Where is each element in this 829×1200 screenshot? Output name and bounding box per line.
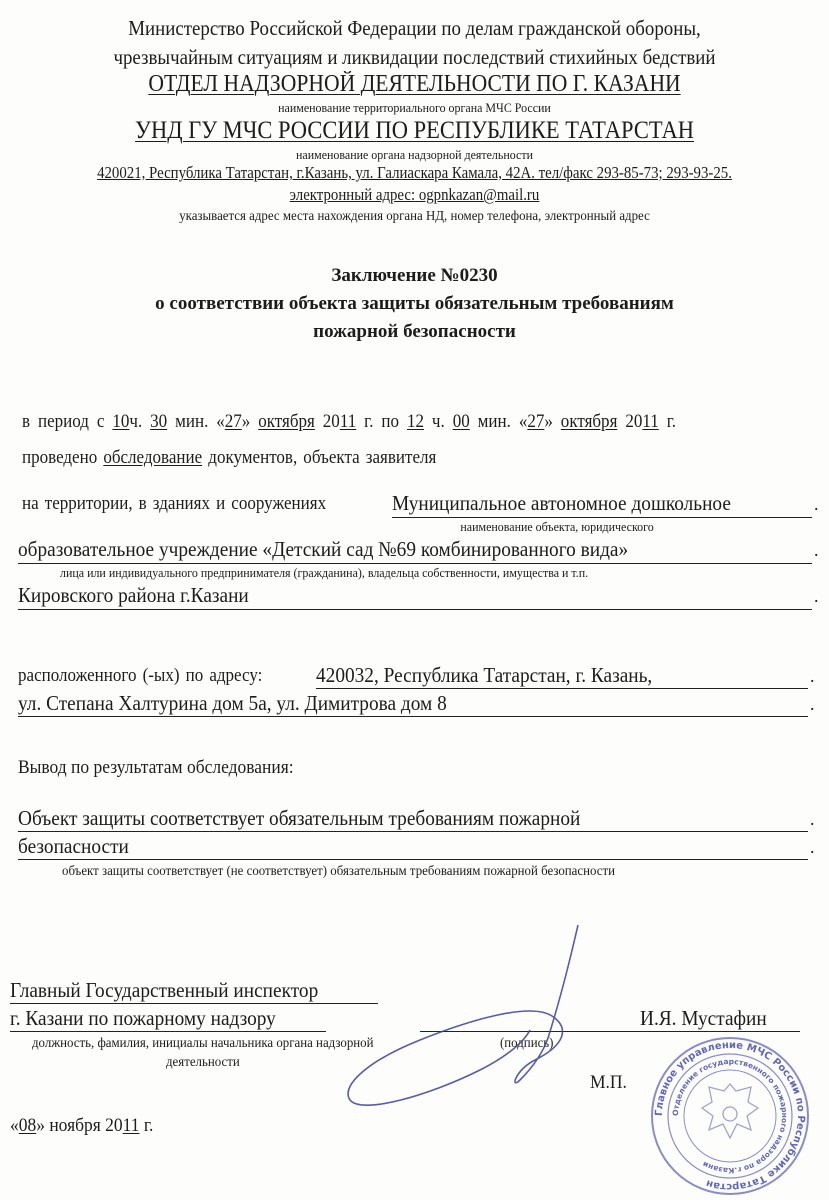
- inspection-suffix: документов, объекта заявителя: [208, 448, 437, 468]
- address-caption: указывается адрес места нахождения органа НД, номер телефона, электронный адрес: [179, 209, 650, 224]
- official-stamp: [650, 1036, 810, 1196]
- inspection-period: в период с 10ч. 30 мин. «27» октября 2011 г. по 12 ч. 00 мин. «27» октября 2011 г.: [22, 412, 677, 432]
- object-prefix: на территории, в зданиях и сооружениях: [22, 494, 327, 514]
- document-subtitle-1: о соответствии объекта защиты обязательным требованиям: [155, 293, 674, 314]
- fill-line: [392, 517, 812, 518]
- seal-label: М.П.: [590, 1072, 627, 1093]
- authority-name: УНД ГУ МЧС РОССИИ ПО РЕСПУБЛИКЕ ТАТАРСТАН: [135, 117, 694, 144]
- date-day: 08: [18, 1115, 37, 1136]
- line-end-dot: .: [810, 809, 815, 829]
- document-subtitle-2: пожарной безопасности: [313, 321, 516, 342]
- year-label: г.: [666, 412, 677, 432]
- object-name-line-3: Кировского района г.Казани: [18, 583, 249, 607]
- email-label: электронный адрес:: [289, 185, 416, 204]
- location-prefix: расположенного (-ых) по адресу:: [18, 666, 263, 686]
- year-label: г.: [364, 412, 374, 432]
- fill-line: [18, 563, 812, 564]
- fill-line: [18, 609, 812, 610]
- from-minute: 30: [150, 412, 168, 432]
- signature-date: «08» ноября 2011 г.: [10, 1115, 154, 1136]
- line-end-dot: .: [810, 694, 815, 714]
- location-line-1: 420032, Республика Татарстан, г. Казань,: [316, 663, 653, 687]
- line-end-dot: .: [810, 666, 815, 686]
- object-name-line-1: Муниципальное автономное дошкольное: [392, 491, 731, 515]
- stamp-inner-text: Отделение государственного пожарного надзора по г.Казани: [670, 1056, 790, 1176]
- object-caption-1: наименование объекта, юридического: [460, 519, 654, 534]
- date-year: 11: [122, 1115, 140, 1136]
- inspection-prefix: проведено: [22, 448, 98, 468]
- object-caption-2: лица или индивидуального предпринимателя (гражданина), владельца собственности, имущества и т.п.: [60, 565, 589, 580]
- to-hour: 12: [406, 412, 424, 432]
- fill-line: [18, 716, 808, 717]
- conclusion-caption: объект защиты соответствует (не соответствует) обязательным требованиям пожарной безопасности: [62, 864, 616, 879]
- fill-line: [18, 831, 808, 832]
- department-name: ОТДЕЛ НАДЗОРНОЙ ДЕЯТЕЛЬНОСТИ ПО Г. КАЗАНИ: [148, 71, 681, 97]
- from-year: 11: [339, 412, 357, 432]
- to-minute: 00: [452, 412, 470, 432]
- signature-caption: (подпись): [500, 1036, 554, 1051]
- authority-caption: наименование органа надзорной деятельности: [296, 147, 533, 162]
- to-year: 11: [642, 412, 659, 432]
- minute-label: мин.: [175, 412, 209, 432]
- line-end-dot: .: [810, 837, 815, 857]
- inspection-type: обследование: [103, 448, 203, 468]
- conclusion-label: Вывод по результатам обследования:: [18, 757, 294, 778]
- fill-line: [316, 688, 808, 689]
- email-address: ogpnkazan@mail.ru: [418, 185, 540, 204]
- date-year-label: г.: [143, 1115, 154, 1136]
- handwritten-signature: [320, 920, 640, 1120]
- document-title: Заключение №0230: [331, 265, 498, 286]
- date-month: ноября: [49, 1115, 101, 1136]
- hour-label: ч.: [431, 412, 445, 432]
- inspector-name: И.Я. Мустафин: [640, 1006, 767, 1030]
- inspection-type-line: [22, 448, 436, 469]
- coat-of-arms-icon: [702, 1084, 758, 1138]
- position-caption-1: должность, фамилия, инициалы начальника органа надзорной: [32, 1036, 374, 1051]
- period-to: по: [381, 412, 400, 432]
- object-name-line-2: образовательное учреждение «Детский сад №69 комбинированного вида»: [18, 537, 629, 561]
- to-year-prefix: 20: [625, 412, 643, 432]
- from-year-prefix: 20: [322, 412, 340, 432]
- authority-email-line: [41, 186, 787, 205]
- inspector-position-line-1: Главный Государственный инспектор: [10, 978, 319, 1002]
- hour-label: ч.: [129, 412, 143, 432]
- position-caption-2: деятельности: [166, 1055, 240, 1070]
- fill-line: [18, 859, 808, 860]
- minute-label: мин.: [477, 412, 511, 432]
- period-prefix: в период с: [22, 412, 105, 432]
- authority-address: 420021, Республика Татарстан, г.Казань, ул. Галиаскара Камала, 42А. тел/факс 293-85-73; 293-93-25.: [97, 163, 732, 182]
- conclusion-line-1: Объект защиты соответствует обязательным требованиям пожарной: [18, 806, 581, 830]
- inspector-position-line-2: г. Казани по пожарному надзору: [10, 1006, 276, 1030]
- line-end-dot: .: [814, 586, 819, 606]
- stamp-outer-text: Главное управление МЧС России по Республике Татарстан: [653, 1039, 807, 1193]
- date-year-prefix: 20: [105, 1115, 123, 1136]
- fill-line: [10, 1031, 326, 1032]
- to-day: 27: [527, 412, 545, 432]
- line-end-dot: .: [814, 540, 819, 560]
- conclusion-line-2: безопасности: [18, 834, 129, 858]
- from-day: 27: [224, 412, 242, 432]
- department-caption: наименование территориального органа МЧС России: [278, 100, 551, 115]
- to-month: октября: [560, 412, 618, 432]
- line-end-dot: .: [814, 494, 819, 514]
- from-month: октября: [258, 412, 315, 432]
- location-line-2: ул. Степана Халтурина дом 5а, ул. Димитрова дом 8: [18, 691, 447, 715]
- ministry-line-1: Министерство Российской Федерации по делам гражданской обороны,: [128, 16, 701, 40]
- from-hour: 10: [112, 412, 130, 432]
- ministry-line-2: чрезвычайным ситуациям и ликвидации последствий стихийных бедствий: [113, 45, 716, 69]
